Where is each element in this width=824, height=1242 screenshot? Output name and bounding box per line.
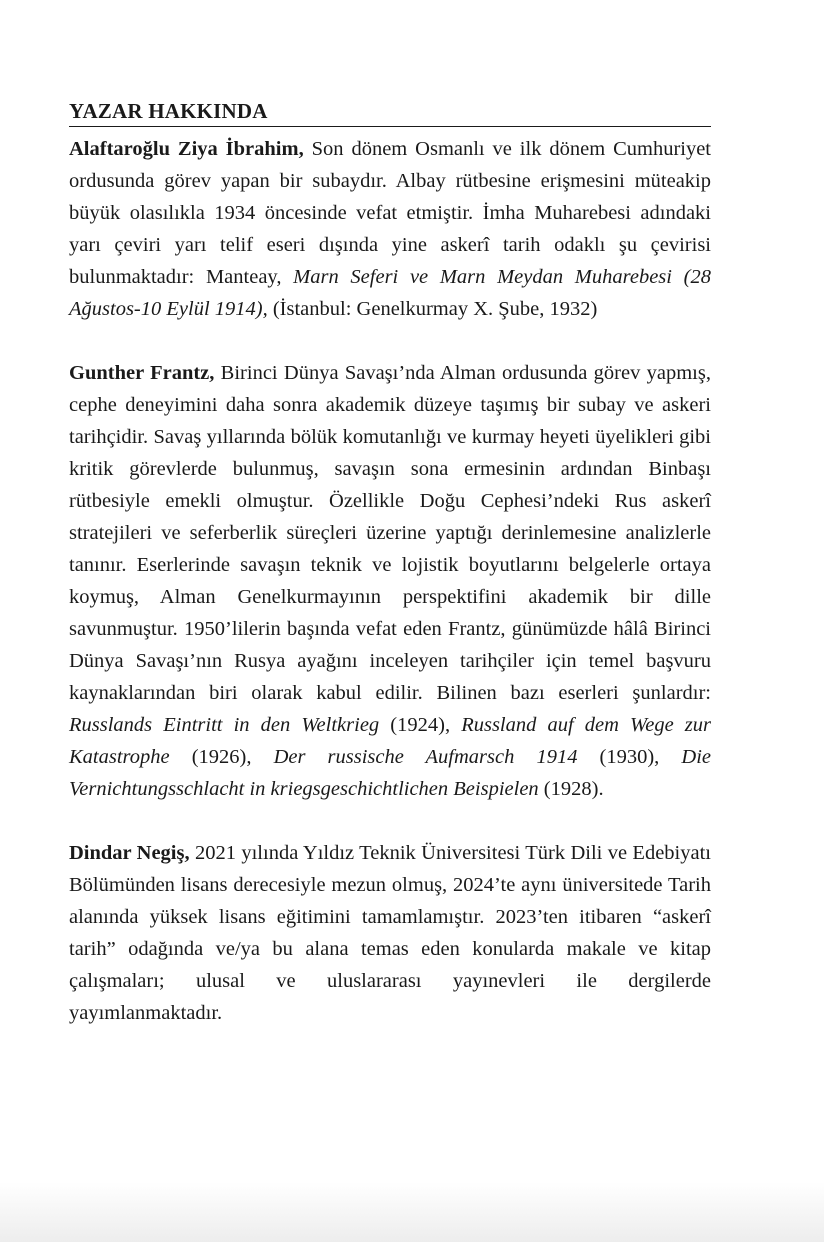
bio-text: (1928). [538, 778, 604, 800]
book-title: Russlands Eintritt in den Weltkrieg [69, 714, 380, 736]
bio-text: (1926), [169, 746, 274, 768]
bio-text: (1924), [379, 714, 462, 736]
author-bio-alaftaroglu [69, 133, 711, 325]
book-title: Der russische Aufmarsch 1914 [273, 746, 578, 768]
bio-text: Son dönem Osmanlı ve ilk dönem Cumhuriyet ordusunda görev yapan bir subaydır. Albay rütbesine erişmesini müteakip büyük olasılıkla 1934 öncesinde vefat etmiştir. İmha Muharebesi adındaki yarı çeviri yarı telif eseri dışında yine askerî tarih odaklı şu çevirisi bulunmaktadır: Manteay, [69, 138, 712, 288]
author-name: Alaftaroğlu Ziya İbrahim, [69, 138, 304, 160]
author-bio-negis [69, 837, 711, 1029]
author-name: Gunther Frantz, [69, 362, 215, 384]
book-title: Die Vernichtungsschlacht in kriegsgeschichtlichen Beispielen [69, 746, 712, 800]
book-title: Russland auf dem Wege zur Katastrophe [69, 714, 712, 768]
section-heading: YAZAR HAKKINDA [69, 98, 711, 127]
book-title: Marn Seferi ve Marn Meydan Muharebesi (28 Ağustos-10 Eylül 1914), [69, 266, 711, 320]
author-name: Dindar Negiş, [69, 842, 190, 864]
author-bio-frantz [69, 357, 711, 805]
bio-text: 2021 yılında Yıldız Teknik Üniversitesi Türk Dili ve Edebiyatı Bölümünden lisans derecesiyle mezun olmuş, 2024’te aynı üniversitede Tarih alanında yüksek lisans eğitimini tamamlamıştır. 2023’ten itibaren “askerî tarih” odağında ve/ya bu alana temas eden konularda makale ve kitap çalışmaları; ulusal ve uluslararası yayınevleri ile dergilerde yayımlanmaktadır. [69, 842, 711, 1024]
bio-text: (İstanbul: Genelkurmay X. Şube, 1932) [267, 298, 598, 320]
page-bottom-shade [0, 1182, 824, 1242]
bio-text: (1930), [577, 746, 682, 768]
page-content [69, 98, 711, 1029]
bio-text: Birinci Dünya Savaşı’nda Alman ordusunda görev yapmış, cephe deneyimini daha sonra akademik düzeye taşımış bir subay ve askeri tarihçidir. Savaş yıllarında bölük komutanlığı ve kurmay heyeti üyelikleri gibi kritik görevlerde bulunmuş, savaşın sona ermesinin ardından Binbaşı rütbesiyle emekli olmuştur. Özellikle Doğu Cephesi’ndeki Rus askerî stratejileri ve seferberlik süreçleri üzerine yaptığı derinlemesine analizlerle tanınır. Eserlerinde savaşın teknik ve lojistik boyutlarını belgelerle ortaya koymuş, Alman Genelkurmayının perspektifini akademik bir dille savunmuştur. 1950’lilerin başında vefat eden Frantz, günümüzde hâlâ Birinci Dünya Savaşı’nın Rusya ayağını inceleyen tarihçiler için temel başvuru kaynaklarından biri olarak kabul edilir. Bilinen bazı eserleri şunlardır: [69, 362, 711, 704]
